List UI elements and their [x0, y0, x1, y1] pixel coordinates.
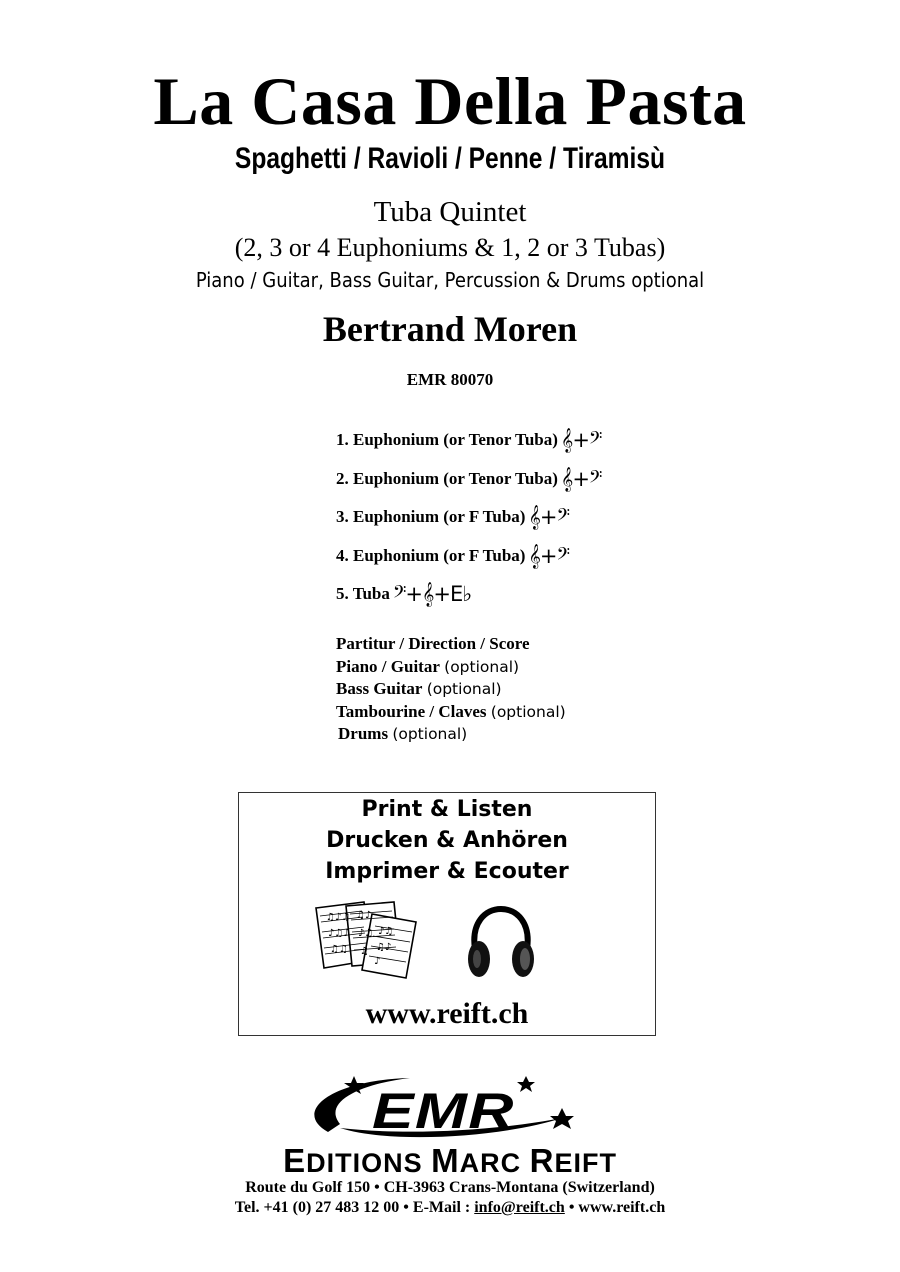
clef-icon: 𝄞+𝄢 [528, 504, 569, 529]
promo-line: Print & Listen [361, 797, 533, 822]
extra-name: Partitur / Direction / Score [336, 634, 530, 653]
emr-logo-text: EMR [372, 1083, 515, 1139]
extra-name: Piano / Guitar [336, 657, 440, 676]
headphones-icon [465, 903, 537, 983]
clef-icon: 𝄞+𝄢 [560, 427, 602, 452]
page-title: La Casa Della Pasta [153, 63, 747, 139]
publisher-word: EIFT [554, 1148, 617, 1178]
email-link[interactable]: info@reift.ch [474, 1199, 565, 1216]
part-label: 5. Tuba [336, 584, 390, 603]
subtitle: Spaghetti / Ravioli / Penne / Tiramisù [234, 142, 666, 175]
promo-line: Imprimer & Ecouter [325, 859, 569, 884]
contact-web: • www.reift.ch [564, 1199, 666, 1216]
extra-item [336, 634, 530, 654]
svg-text:♫♪♫: ♫♪♫ [326, 912, 351, 923]
optional-instruments: Piano / Guitar, Bass Guitar, Percussion & Drums optional [195, 268, 705, 292]
extra-item [336, 657, 519, 677]
extra-name: Tambourine / Claves [336, 702, 487, 721]
part-label: 3. Euphonium (or F Tuba) [336, 507, 526, 526]
extra-item [336, 702, 566, 722]
extra-note: (optional) [426, 680, 502, 698]
ensemble: Tuba Quintet [373, 196, 527, 228]
extra-item [336, 679, 502, 699]
clef-icon: 𝄞+𝄢 [560, 466, 602, 491]
composer: Bertrand Moren [322, 309, 578, 349]
part-item [336, 505, 569, 529]
part-item [336, 467, 601, 491]
catalog-number: EMR 80070 [406, 370, 494, 389]
svg-text:♫♪: ♫♪ [356, 910, 372, 921]
publisher-word: DITIONS [306, 1148, 432, 1178]
svg-text:♫♪: ♫♪ [376, 942, 392, 953]
extra-note: (optional) [392, 725, 468, 743]
extra-name: Drums [338, 724, 389, 743]
extra-note: (optional) [444, 658, 520, 676]
svg-text:♫: ♫ [360, 946, 369, 957]
extra-note: (optional) [490, 703, 566, 721]
clef-icon: 𝄞+𝄢 [528, 543, 569, 568]
svg-text:♪♫♪: ♪♫♪ [328, 928, 350, 939]
publisher-initial: M [431, 1142, 460, 1179]
publisher-address: Route du Golf 150 • CH-3963 Crans-Montana (Switzerland) [245, 1179, 655, 1196]
extra-item [338, 724, 467, 744]
website-link[interactable]: www.reift.ch [365, 997, 529, 1030]
publisher-initial: E [283, 1142, 307, 1179]
part-label: 2. Euphonium (or Tenor Tuba) [336, 469, 558, 488]
promo-line: Drucken & Anhören [326, 828, 568, 853]
publisher-word: ARC [459, 1148, 530, 1178]
part-label: 4. Euphonium (or F Tuba) [336, 546, 526, 565]
svg-text:♪♫: ♪♫ [378, 926, 394, 937]
ensemble-detail: (2, 3 or 4 Euphoniums & 1, 2 or 3 Tubas) [234, 233, 666, 262]
publisher-contact [0, 1199, 900, 1217]
contact-phone: Tel. +41 (0) 27 483 12 00 • E-Mail : [234, 1199, 475, 1216]
svg-text:♫♫: ♫♫ [330, 944, 348, 955]
publisher-name [0, 1142, 900, 1180]
part-item [336, 544, 569, 568]
svg-text:♪: ♪ [374, 956, 381, 967]
svg-text:♪♫: ♪♫ [358, 928, 374, 939]
extra-name: Bass Guitar [336, 679, 423, 698]
clef-icon: 𝄢+𝄞+E♭ [392, 581, 472, 606]
part-label: 1. Euphonium (or Tenor Tuba) [336, 430, 558, 449]
part-item [336, 582, 471, 606]
sheet-music-icon [312, 898, 424, 980]
publisher-initial: R [529, 1142, 555, 1179]
part-item [336, 428, 601, 452]
